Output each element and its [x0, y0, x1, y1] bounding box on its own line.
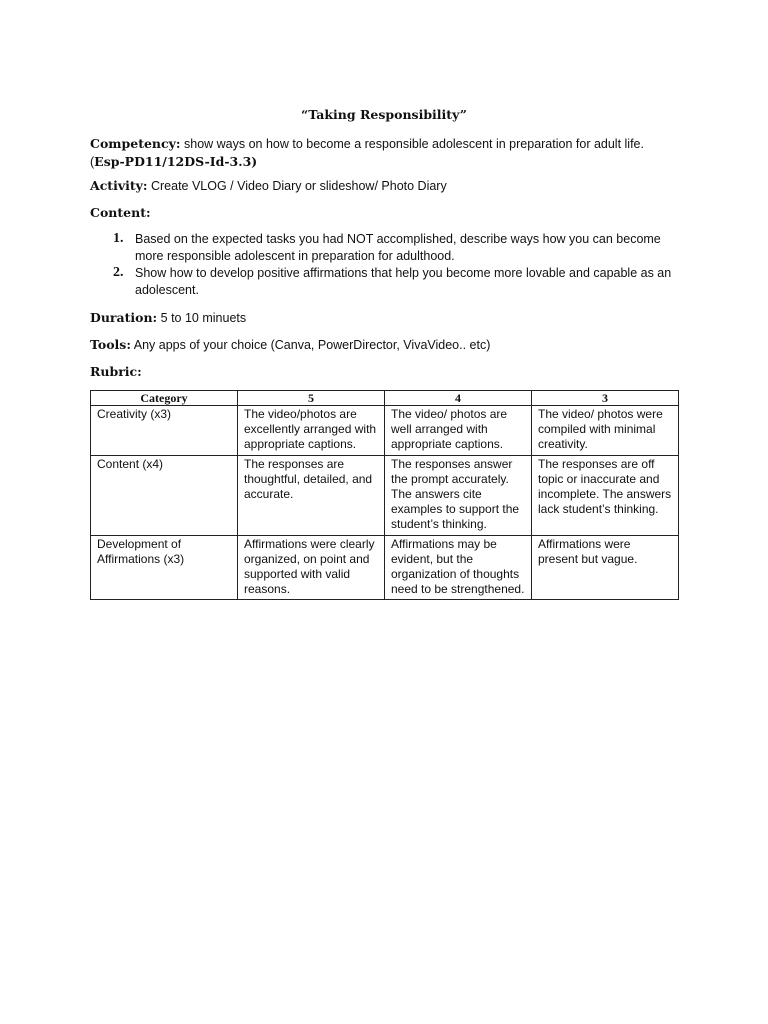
content-list [113, 231, 673, 299]
list-item-number: 2. [113, 265, 124, 280]
table-row [91, 535, 679, 600]
document-title: “Taking Responsibility” [301, 107, 467, 122]
table-cell: Creativity (x3) [91, 406, 238, 456]
duration-text: 5 to 10 minuets [157, 311, 247, 325]
duration-label: Duration: [90, 310, 158, 325]
table-cell: The responses are off topic or inaccurate and incomplete. The answers lack student’s thinking. [532, 455, 679, 535]
table-cell: The video/ photos were compiled with minimal creativity. [532, 406, 679, 456]
list-item-text: Show how to develop positive affirmations that help you become more lovable and capable as an adolescent. [135, 266, 672, 297]
list-item-number: 1. [113, 231, 124, 246]
rubric-label: Rubric: [90, 364, 142, 379]
duration-paragraph [90, 309, 680, 327]
header-score-3: 3 [532, 391, 679, 406]
list-item [113, 231, 673, 265]
table-row [91, 455, 679, 535]
header-score-5: 5 [238, 391, 385, 406]
table-cell: The video/photos are excellently arranged with appropriate captions. [238, 406, 385, 456]
content-heading [90, 204, 680, 221]
tools-text: Any apps of your choice (Canva, PowerDirector, VivaVideo.. etc) [130, 338, 491, 352]
competency-label: Competency: [90, 136, 181, 151]
rubric-heading [90, 363, 680, 380]
table-cell: Affirmations were present but vague. [532, 535, 679, 600]
tools-label: Tools: [90, 337, 131, 352]
table-cell: The responses answer the prompt accurately. The answers cite examples to support the student’s thinking. [385, 455, 532, 535]
competency-text: show ways on how to become a responsible adolescent in preparation for adult life. ( [90, 137, 644, 169]
table-cell: Affirmations may be evident, but the organization of thoughts need to be strengthened. [385, 535, 532, 600]
tools-paragraph [90, 336, 680, 354]
content-label: Content: [90, 205, 151, 220]
table-cell: The responses are thoughtful, detailed, and accurate. [238, 455, 385, 535]
header-score-4: 4 [385, 391, 532, 406]
list-item-text: Based on the expected tasks you had NOT accomplished, describe ways how you can become more responsible adolescent in preparation for adulthood. [135, 232, 661, 263]
activity-label: Activity: [90, 178, 148, 193]
table-cell: Content (x4) [91, 455, 238, 535]
table-row [91, 406, 679, 456]
table-cell: Affirmations were clearly organized, on point and supported with valid reasons. [238, 535, 385, 600]
header-category: Category [91, 391, 238, 406]
competency-paragraph [90, 135, 680, 171]
activity-paragraph [90, 177, 680, 195]
rubric-table [90, 390, 679, 600]
table-header-row [91, 391, 679, 406]
table-cell: The video/ photos are well arranged with appropriate captions. [385, 406, 532, 456]
competency-code: Esp-PD11/12DS-Id-3.3) [94, 154, 258, 169]
list-item [113, 265, 673, 299]
activity-text: Create VLOG / Video Diary or slideshow/ Photo Diary [147, 179, 447, 193]
table-cell: Development of Affirmations (x3) [91, 535, 238, 600]
